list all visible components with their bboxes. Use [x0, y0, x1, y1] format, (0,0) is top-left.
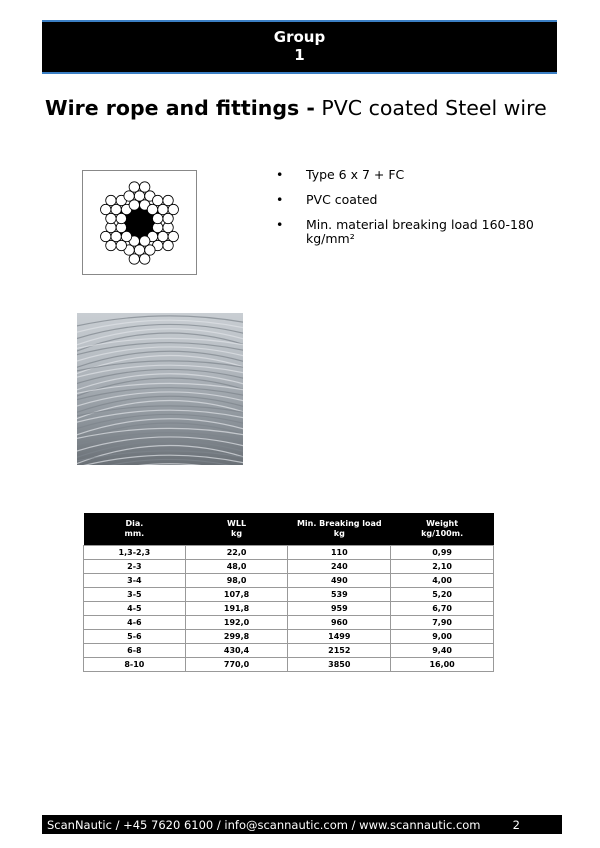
wire-strand [116, 213, 126, 223]
page-footer [42, 815, 562, 834]
page-title [45, 96, 547, 120]
wire-strand [140, 182, 150, 192]
wire-strand [116, 240, 126, 250]
table-row: 4-6 192,0 960 7,90 [84, 616, 494, 630]
table-row: 3-4 98,0 490 4,00 [84, 574, 494, 588]
table-row: 2-3 48,0 240 2,10 [84, 560, 494, 574]
feature-list [276, 168, 546, 257]
list-item: • Min. material breaking load 160-180 kg/mm² [276, 217, 534, 246]
wire-strand [163, 195, 173, 205]
wire-strand [140, 254, 150, 264]
table-row: 3-5 107,8 539 5,20 [84, 588, 494, 602]
rope-cross-section-icon [83, 171, 196, 274]
title-bold: Wire rope and fittings - [45, 96, 315, 120]
col-header-dia: Dia. mm. [84, 513, 186, 546]
wire-coil-image [77, 313, 243, 465]
wire-strand [163, 213, 173, 223]
wire-strand [140, 236, 150, 246]
table-header-row [84, 513, 494, 546]
group-label: Group [273, 28, 326, 46]
wire-strand [163, 240, 173, 250]
table-row: 4-5 191,8 959 6,70 [84, 602, 494, 616]
table-row: 8-10 770,0 3850 16,00 [84, 658, 494, 672]
title-normal: PVC coated Steel wire [321, 96, 547, 120]
col-header-breaking-load: Min. Breaking load kg [288, 513, 391, 546]
wire-strand [129, 182, 139, 192]
wire-coil-photo [77, 313, 243, 465]
list-item: • PVC coated [276, 192, 378, 207]
col-header-wll: WLL kg [185, 513, 288, 546]
footer-contact: ScanNautic / +45 7620 6100 / info@scannautic.com / www.scannautic.com [47, 818, 481, 832]
wire-strand [152, 195, 162, 205]
table-row: 5-6 299,8 1499 9,00 [84, 630, 494, 644]
page-number: 2 [512, 818, 520, 832]
table-row: 6-8 430,4 2152 9,40 [84, 644, 494, 658]
rope-cross-section-image [82, 170, 197, 275]
list-item: • Type 6 x 7 + FC [276, 167, 405, 182]
group-header [42, 20, 557, 74]
col-header-weight: Weight kg/100m. [391, 513, 494, 546]
group-number: 1 [294, 46, 305, 64]
wire-strand [106, 195, 116, 205]
table-row: 1,3-2,3 22,0 110 0,99 [84, 546, 494, 560]
spec-table [83, 513, 494, 672]
